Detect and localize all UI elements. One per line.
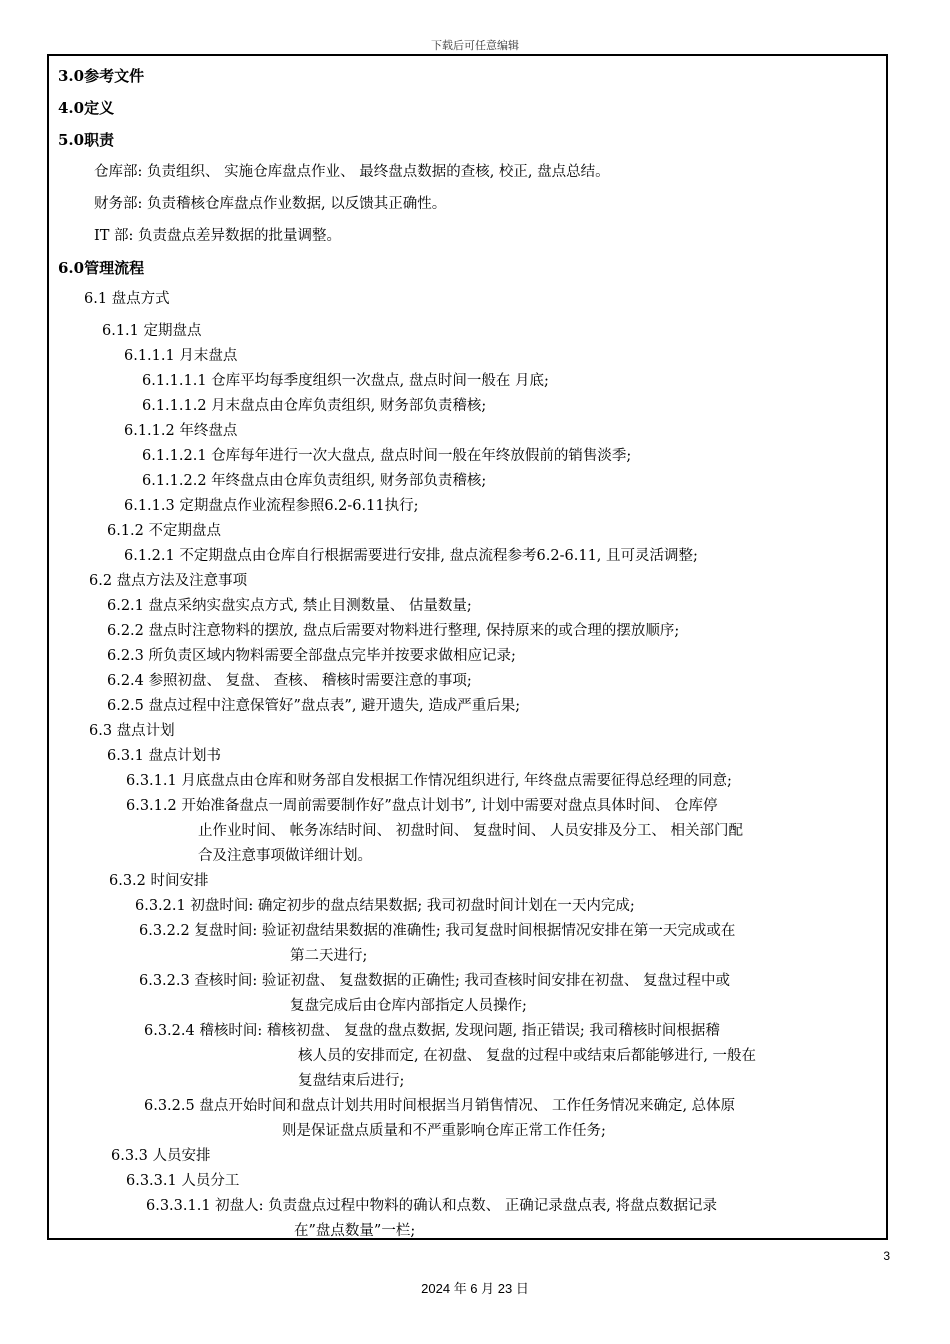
text-line: 6.2.5 盘点过程中注意保管好”盘点表”, 避开遗失, 造成严重后果; <box>107 698 521 714</box>
text-line: 复盘完成后由仓库内部指定人员操作; <box>290 998 527 1014</box>
text-line: 6.1.1.2.1 仓库每年进行一次大盘点, 盘点时间一般在年终放假前的销售淡季; <box>142 448 632 464</box>
text-line: 则是保证盘点质量和不严重影响仓库正常工作任务; <box>282 1123 606 1139</box>
text-line: IT 部: 负责盘点差异数据的批量调整。 <box>94 228 342 244</box>
text-line: 6.2.1 盘点采纳实盘实点方式, 禁止目测数量、 估量数量; <box>107 598 472 614</box>
text-line: 6.3.1.2 开始准备盘点一周前需要制作好”盘点计划书”, 计划中需要对盘点具体时间、 仓库停 <box>126 798 718 814</box>
text-line: 6.3.3.1.1 初盘人: 负责盘点过程中物料的确认和点数、 正确记录盘点表, 将盘点数据记录 <box>146 1198 717 1214</box>
text-line: 6.3.2.3 查核时间: 验证初盘、 复盘数据的正确性; 我司查核时间安排在初盘、 复盘过程中或 <box>139 973 731 989</box>
heading-3-0: 3.0参考文件 <box>58 67 145 85</box>
text-line: 6.1.1.3 定期盘点作业流程参照6.2-6.11执行; <box>124 498 419 514</box>
heading-4-0: 4.0定义 <box>58 99 115 117</box>
text-line: 仓库部: 负责组织、 实施仓库盘点作业、 最终盘点数据的查核, 校正, 盘点总结。 <box>94 164 610 180</box>
text-line: 合及注意事项做详细计划。 <box>198 848 372 864</box>
text-line: 6.3.1.1 月底盘点由仓库和财务部自发根据工作情况组织进行, 年终盘点需要征得总经理的同意; <box>126 773 732 789</box>
text-line: 6.3 盘点计划 <box>89 723 175 739</box>
text-line: 6.3.2.2 复盘时间: 验证初盘结果数据的准确性; 我司复盘时间根据情况安排在第一天完成或在 <box>139 923 736 939</box>
text-line: 6.1.2.1 不定期盘点由仓库自行根据需要进行安排, 盘点流程参考6.2-6.11, 且可灵活调整; <box>124 548 698 564</box>
text-line: 6.3.3.1 人员分工 <box>126 1173 240 1189</box>
text-line: 财务部: 负责稽核仓库盘点作业数据, 以反馈其正确性。 <box>94 196 447 212</box>
text-line: 第二天进行; <box>290 948 368 964</box>
text-line: 复盘结束后进行; <box>298 1073 405 1089</box>
footer-date: 2024 年 6 月 23 日 <box>421 1281 529 1296</box>
text-line: 6.2.3 所负责区域内物料需要全部盘点完毕并按要求做相应记录; <box>107 648 516 664</box>
text-line: 6.1.1.1.1 仓库平均每季度组织一次盘点, 盘点时间一般在 月底; <box>142 373 549 389</box>
text-line: 6.1.2 不定期盘点 <box>107 523 222 539</box>
text-line: 6.3.2 时间安排 <box>109 873 209 889</box>
text-line: 6.2 盘点方法及注意事项 <box>89 573 248 589</box>
heading-6-0: 6.0管理流程 <box>58 259 145 277</box>
document-frame <box>47 54 888 1240</box>
text-line: 止作业时间、 帐务冻结时间、 初盘时间、 复盘时间、 人员安排及分工、 相关部门配 <box>198 823 744 839</box>
text-line: 6.3.2.5 盘点开始时间和盘点计划共用时间根据当月销售情况、 工作任务情况来确定, 总体原 <box>144 1098 736 1114</box>
text-line: 6.1.1.2 年终盘点 <box>124 423 238 439</box>
page-number: 3 <box>883 1249 890 1263</box>
text-line: 在”盘点数量”一栏; <box>294 1223 416 1239</box>
text-line: 6.1.1.1.2 月末盘点由仓库负责组织, 财务部负责稽核; <box>142 398 487 414</box>
heading-5-0: 5.0职责 <box>58 131 115 149</box>
text-line: 6.1 盘点方式 <box>84 291 170 307</box>
text-line: 6.3.1 盘点计划书 <box>107 748 222 764</box>
text-line: 6.3.2.4 稽核时间: 稽核初盘、 复盘的盘点数据, 发现问题, 指正错误; 我司稽核时间根据稽 <box>144 1023 720 1039</box>
text-line: 6.1.1.2.2 年终盘点由仓库负责组织, 财务部负责稽核; <box>142 473 487 489</box>
text-line: 6.1.1.1 月末盘点 <box>124 348 238 364</box>
text-line: 6.3.3 人员安排 <box>111 1148 211 1164</box>
text-line: 6.2.2 盘点时注意物料的摆放, 盘点后需要对物料进行整理, 保持原来的或合理的摆放顺序; <box>107 623 680 639</box>
text-line: 6.1.1 定期盘点 <box>102 323 202 339</box>
download-note: 下载后可任意编辑 <box>431 39 519 52</box>
text-line: 核人员的安排而定, 在初盘、 复盘的过程中或结束后都能够进行, 一般在 <box>298 1048 757 1064</box>
text-line: 6.3.2.1 初盘时间: 确定初步的盘点结果数据; 我司初盘时间计划在一天内完成; <box>135 898 635 914</box>
text-line: 6.2.4 参照初盘、 复盘、 查核、 稽核时需要注意的事项; <box>107 673 472 689</box>
